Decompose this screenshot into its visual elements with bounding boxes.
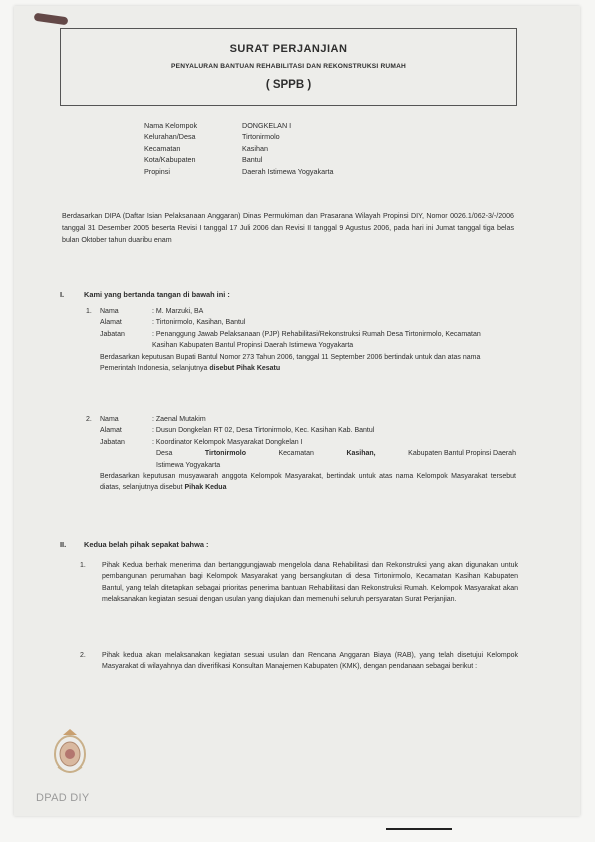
agreement-item-1: 1. Pihak Kedua berhak menerima dan bertanggungjawab mengelola dana Rehabilitasi dan Rekonstruksi yang akan digunakan untuk pembangunan perumahan bagi Kelompok Masyarakat yang bersangkutan di desa Tirtonirmolo, Kecamatan Kasihan Kabupaten Bantul, yang telah ditetapkan sebagai prioritas penerima bantuan Rehabilitasi dan Rekonstruksi Rumah. Kelompok Masyarakat akan melaksanakan kegiatan sesuai dengan usulan yang diajukan dan memenuhi seluruh persyaratan Surat Perjanjian. bbox=[80, 562, 518, 604]
party-1: 1. Nama : M. Marzuki, BA Alamat : Tirtonirmolo, Kasihan, Bantul Jabatan : Penanggung Jawab Pelaksanaan (PJP) Rehabilitasi/Rekonstruksi Rumah Desa Tirtonirmolo, Kecamatan Kasihan Kabupaten Bantul Propinsi Daerah Istimewa Yogyakarta Berdasarkan keputusan Bupati Bantul Nomor 273 Tahun 2006, tanggal 11 September 2006 bertindak untuk dan atas nama Pemerintah Indonesia, selanjutnya disebut Pihak Kesatu bbox=[86, 308, 481, 373]
header-box bbox=[60, 28, 517, 106]
identity-row: Kota/Kabupaten Bantul bbox=[144, 155, 263, 165]
agreement-item-2: 2. Pihak kedua akan melaksanakan kegiatan sesuai usulan dan Rencana Anggaran Biaya (RAB), yang telah disetujui Kelompok Masyarakat di wilayahnya dan diverifikasi Konsultan Manajemen Kabupaten (KMK), dengan pendanaan sebagai berikut : bbox=[80, 652, 518, 671]
identity-row: Propinsi Daerah Istimewa Yogyakarta bbox=[144, 166, 334, 176]
document-subtitle: PENYALURAN BANTUAN REHABILITASI DAN REKONSTRUKSI RUMAH bbox=[171, 63, 406, 70]
watermark: DPAD DIY bbox=[36, 792, 90, 804]
identity-row: Kecamatan Kasihan bbox=[144, 143, 268, 153]
party-2: 2. Nama : Zaenal Mutakim Alamat : Dusun Dongkelan RT 02, Desa Tirtonirmolo, Kec. Kasihan Kab. Bantul Jabatan : Koordinator Kelompok Masyarakat Dongkelan I Desa Tirtonirmolo Kecamatan Kasihan, Kabupaten Bantul Propinsi Daerah Istimewa Yogyakarta Berdasarkan keputusan musyawarah anggota Kelompok Masyarakat, bertindak untuk atas nama Kelompok Masyarakat tersebut diatas, selanjutnya disebut Pihak Kedua bbox=[86, 416, 516, 492]
identity-row: Kelurahan/Desa Tirtonirmolo bbox=[144, 132, 280, 142]
section-2-heading: II. Kedua belah pihak sepakat bahwa : bbox=[60, 540, 209, 549]
underline-mark bbox=[386, 828, 452, 830]
dpad-seal-logo bbox=[50, 727, 90, 777]
intro-paragraph: Berdasarkan DIPA (Daftar Isian Pelaksanaan Anggaran) Dinas Permukiman dan Prasarana Wilayah Propinsi DIY, Nomor 0026.1/062-3/-/2006 tanggal 31 Desember 2005 beserta Revisi I tanggal 17 Juli 2006 dan Revisi II tanggal 9 Agustus 2006, pada hari ini Jumat tanggal tiga belas bulan Oktober tahun duaribu enam bbox=[62, 212, 514, 244]
identity-row: Nama Kelompok DONGKELAN I bbox=[144, 121, 292, 130]
identity-table bbox=[144, 120, 334, 177]
section-1-heading: I. Kami yang bertanda tangan di bawah ini : bbox=[60, 290, 230, 299]
document-code: ( SPPB ) bbox=[265, 79, 312, 91]
document-title: SURAT PERJANJIAN bbox=[229, 43, 348, 55]
